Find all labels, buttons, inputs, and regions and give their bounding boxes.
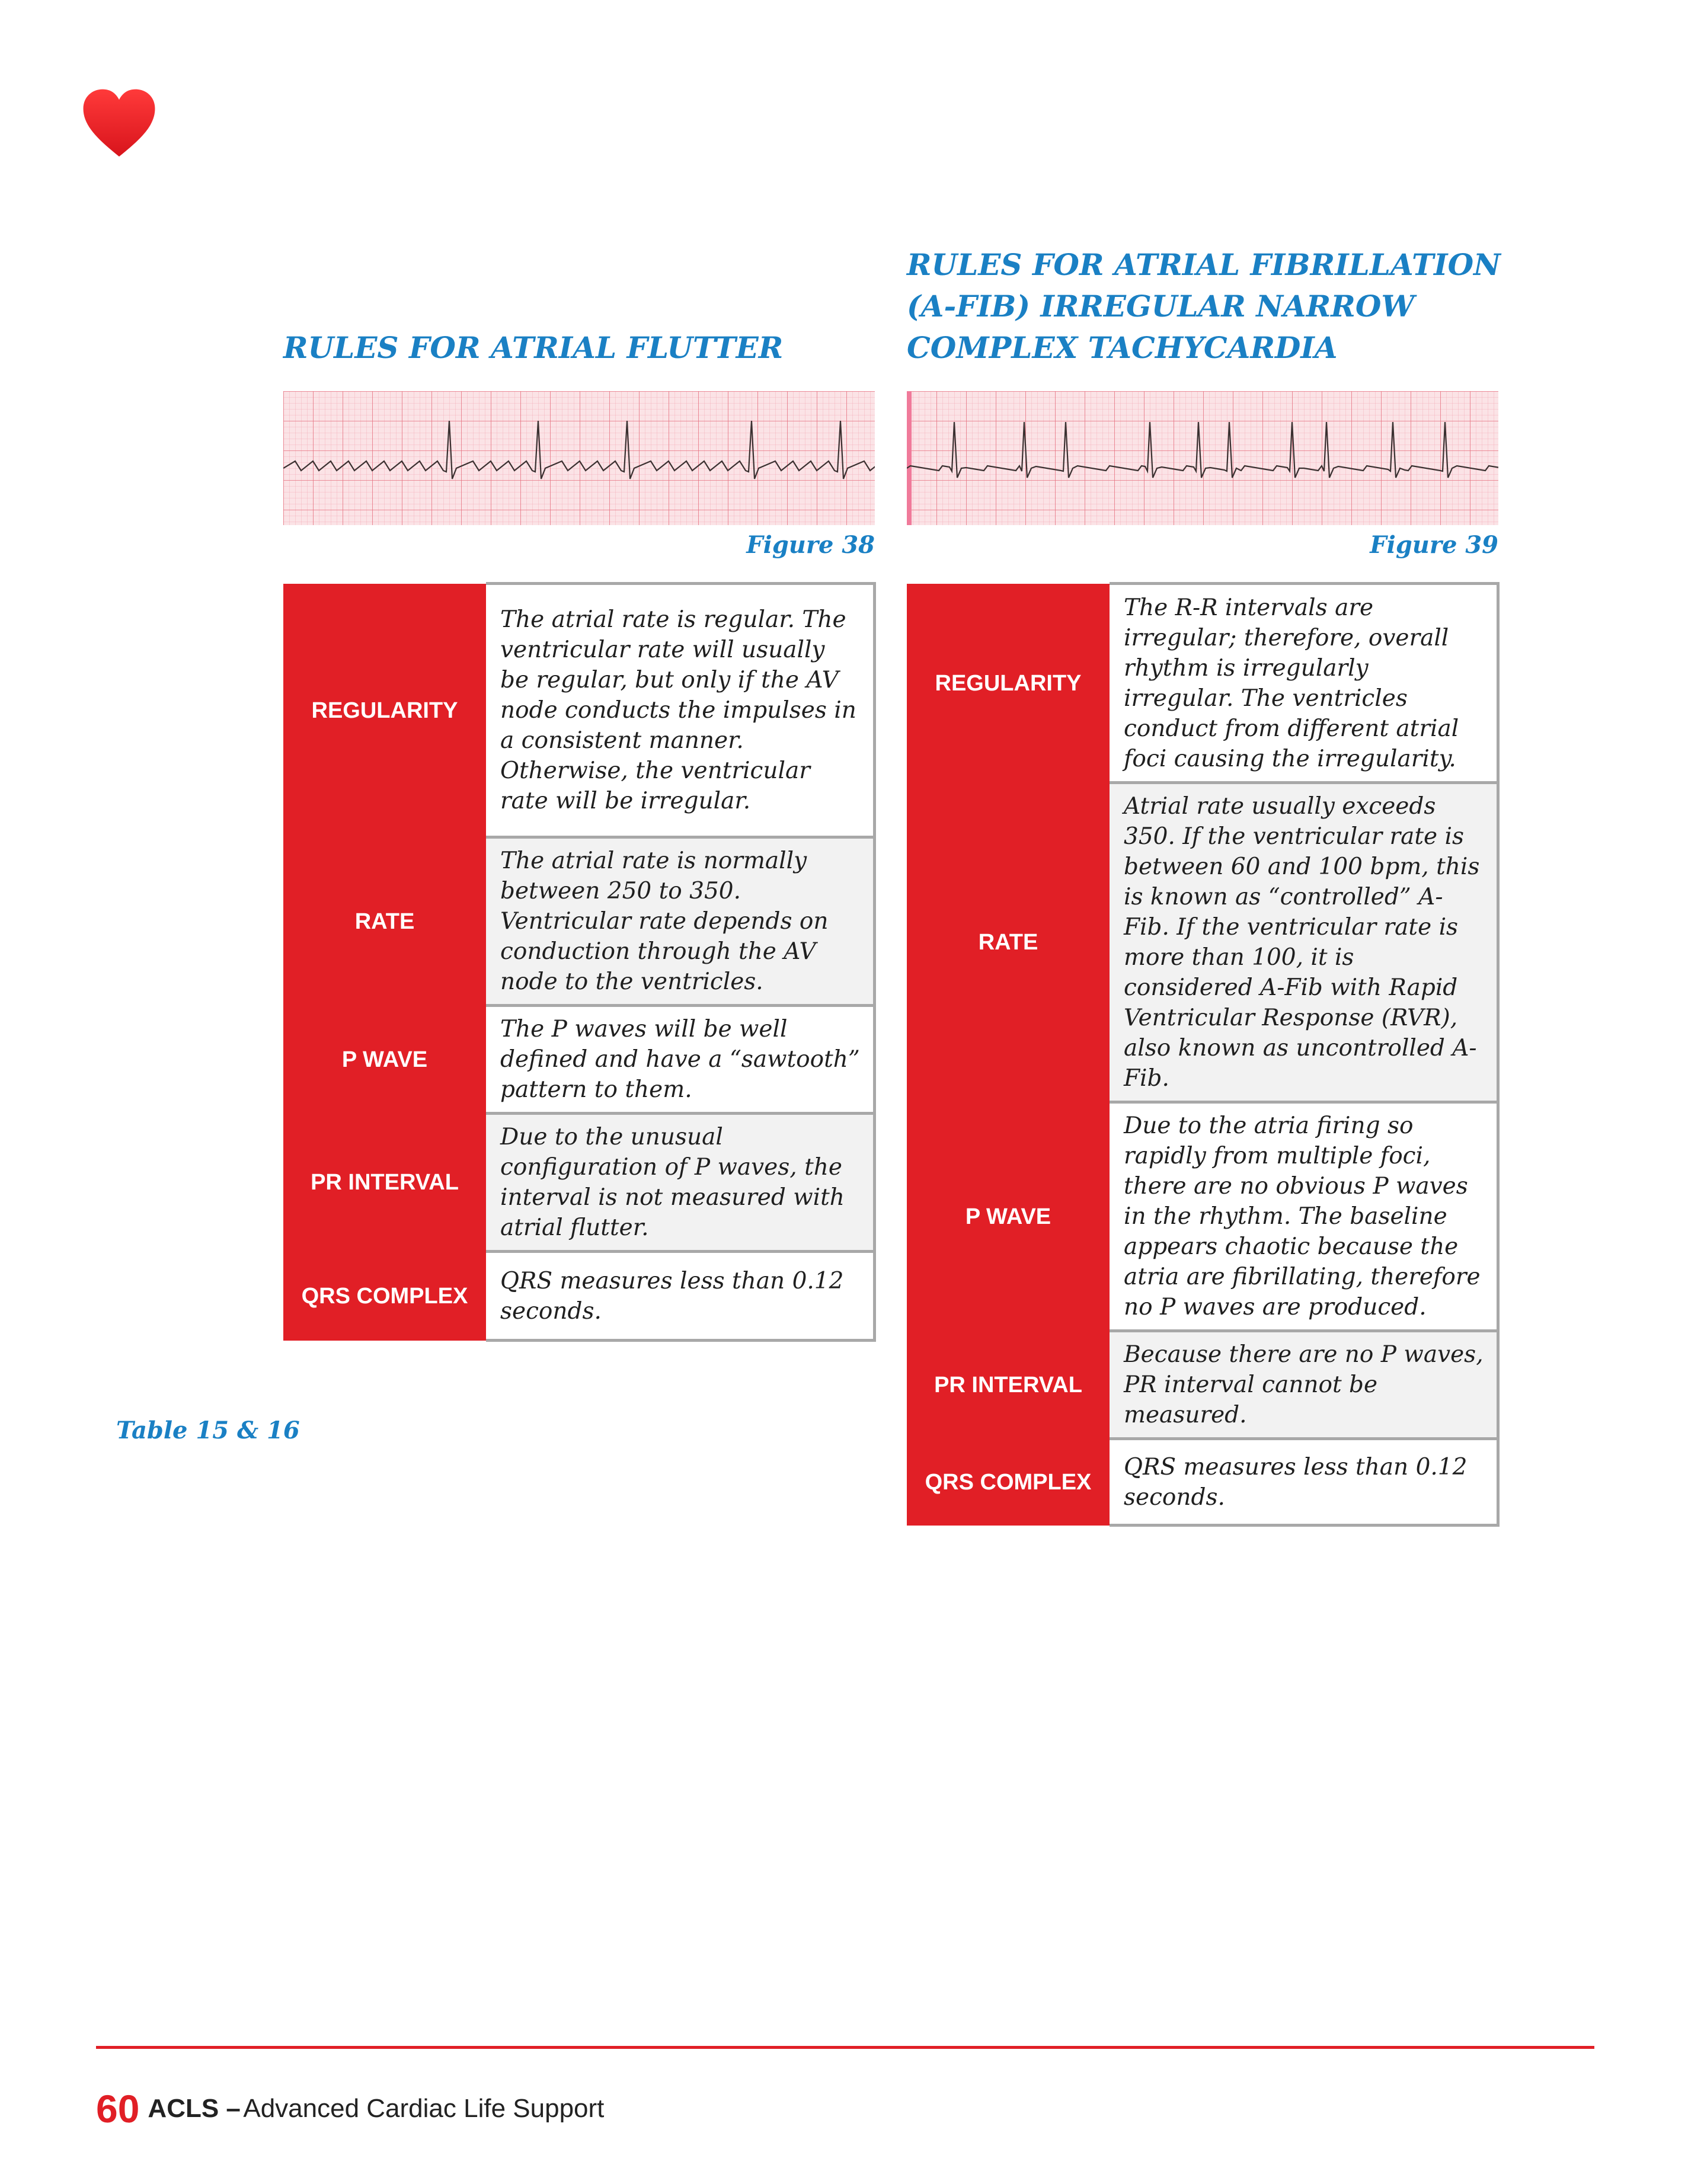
footer-title: Advanced Cardiac Life Support bbox=[243, 2094, 605, 2123]
row-text: The P waves will be well defined and have a “sawtooth” pattern to them. bbox=[486, 1006, 875, 1114]
table-row bbox=[907, 1331, 1498, 1439]
heart-icon bbox=[82, 88, 156, 159]
atrial-flutter-rules-table bbox=[283, 582, 876, 1342]
row-label: REGULARITY bbox=[283, 584, 486, 837]
row-text: QRS measures less than 0.12 seconds. bbox=[486, 1252, 875, 1341]
table-row bbox=[907, 1102, 1498, 1331]
atrial-flutter-ecg-strip bbox=[283, 391, 875, 525]
page-footer bbox=[96, 2086, 604, 2131]
table-row bbox=[283, 837, 875, 1006]
table-row bbox=[907, 1439, 1498, 1526]
row-label: PR INTERVAL bbox=[283, 1114, 486, 1252]
row-text: Due to the unusual configuration of P waves, the interval is not measured with atrial flutter. bbox=[486, 1114, 875, 1252]
footer-acronym: ACLS – bbox=[148, 2094, 241, 2123]
row-label: RATE bbox=[907, 783, 1110, 1102]
table-row bbox=[283, 1114, 875, 1252]
row-label: REGULARITY bbox=[907, 584, 1110, 783]
row-label: P WAVE bbox=[907, 1102, 1110, 1331]
table-row bbox=[907, 783, 1498, 1102]
figure-38-caption: Figure 38 bbox=[746, 531, 875, 559]
page-number: 60 bbox=[96, 2087, 140, 2131]
atrial-fibrillation-heading: RULES FOR ATRIAL FIBRILLATION (A-FIB) IRREGULAR NARROW COMPLEX TACHYCARDIA bbox=[907, 247, 1501, 365]
table-row bbox=[283, 584, 875, 837]
row-text: The atrial rate is normally between 250 to 350. Ventricular rate depends on conduction through the AV node to the ventricles. bbox=[486, 837, 875, 1006]
table-row bbox=[283, 1252, 875, 1341]
atrial-flutter-heading: RULES FOR ATRIAL FLUTTER bbox=[283, 330, 784, 365]
row-label: QRS COMPLEX bbox=[283, 1252, 486, 1341]
row-label: RATE bbox=[283, 837, 486, 1006]
atrial-fibrillation-ecg-strip bbox=[907, 391, 1498, 525]
row-text: QRS measures less than 0.12 seconds. bbox=[1110, 1439, 1498, 1526]
table-row bbox=[907, 584, 1498, 783]
row-text: The R-R intervals are irregular; therefore, overall rhythm is irregularly irregular. The ventricles conduct from different atrial foci causing the irregularity. bbox=[1110, 584, 1498, 783]
figure-39-caption: Figure 39 bbox=[1370, 531, 1498, 559]
row-text: Atrial rate usually exceeds 350. If the ventricular rate is between 60 and 100 bpm, this is known as “controlled” A-Fib. If the ventricular rate is more than 100, it is considered A-Fib with Rapid Ventricular Response (RVR), also known as uncontrolled A-Fib. bbox=[1110, 783, 1498, 1102]
table-row bbox=[283, 1006, 875, 1114]
row-label: PR INTERVAL bbox=[907, 1331, 1110, 1439]
atrial-fibrillation-rules-table bbox=[907, 582, 1500, 1527]
footer-divider bbox=[96, 2046, 1594, 2049]
table-reference-note: Table 15 & 16 bbox=[116, 1416, 300, 1444]
row-text: Because there are no P waves, PR interval cannot be measured. bbox=[1110, 1331, 1498, 1439]
row-text: The atrial rate is regular. The ventricular rate will usually be regular, but only if the AV node conducts the impulses in a consistent manner. Otherwise, the ventricular rate will be irregular. bbox=[486, 584, 875, 837]
row-label: P WAVE bbox=[283, 1006, 486, 1114]
row-label: QRS COMPLEX bbox=[907, 1439, 1110, 1526]
row-text: Due to the atria firing so rapidly from multiple foci, there are no obvious P waves in the rhythm. The baseline appears chaotic because the atria are fibrillating, therefore no P waves are produced. bbox=[1110, 1102, 1498, 1331]
